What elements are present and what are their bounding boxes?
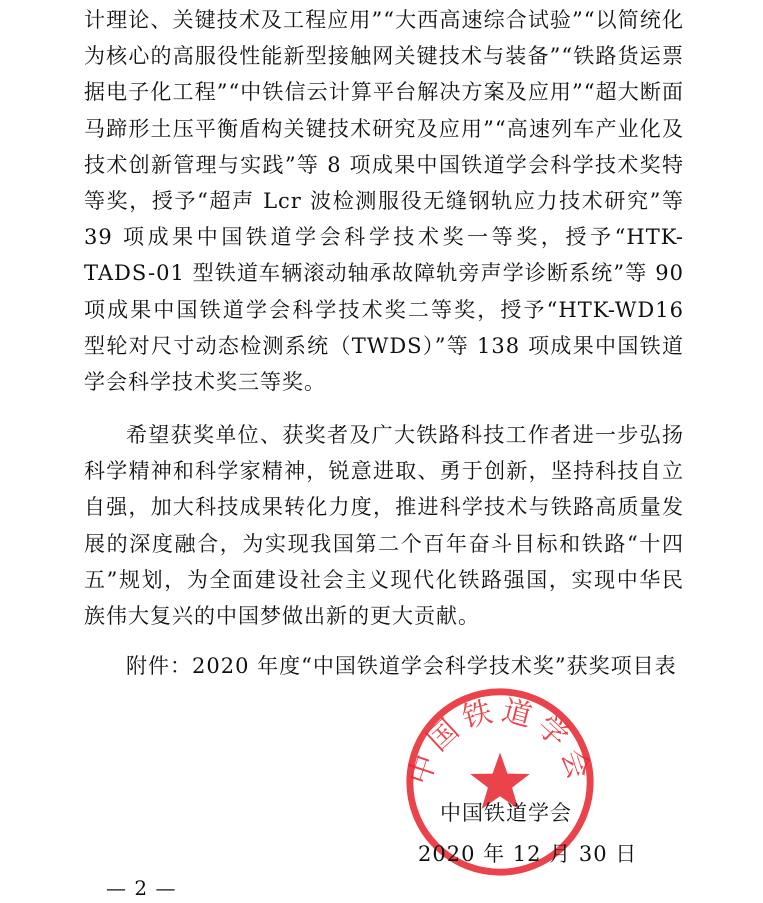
paragraph-closing: 希望获奖单位、获奖者及广大铁路科技工作者进一步弘扬科学精神和科学家精神，锐意进取、勇于创新，坚持科技自立自强，加大科技成果转化力度，推进科学技术与铁路高质量发展的深度融合，为实现我国第二个百年奋斗目标和铁路“十四五”规划，为全面建设社会主义现代化铁路强国，实现中华民族伟大复兴的中国梦做出新的更大贡献。 [84,423,684,629]
seal-text: 中国铁道学会 [402,693,598,789]
attachment-line: 附件：2020 年度“中国铁道学会科学技术奖”获奖项目表 [126,654,677,678]
page-number: — 2 — [106,876,177,900]
signature-date: 2020 年 12 月 30 日 [418,842,638,866]
signature-organization: 中国铁道学会 [440,801,572,825]
paragraph-award-list: 计理论、关键技术及工程应用”“大西高速综合试验”“以简统化为核心的高服役性能新型接触网关键技术与装备”“铁路货运票据电子化工程”“中铁信云计算平台解决方案及应用”“超大断面马蹄形土压平衡盾构关键技术研究及应用”“高速列车产业化及技术创新管理与实践”等 8 项成果中国铁道学会科学技术奖特等奖，授予“超声 Lcr 波检测服役无缝钢轨应力技术研究”等 39 项成果中国铁道学会科学技术奖一等奖，授予“HTK-TADS-01 型铁道车辆滚动轴承故障轨旁声学诊断系统”等 90 项成果中国铁道学会科学技术奖二等奖，授予“HTK-WD16 型轮对尺寸动态检测系统（TWDS）”等 138 项成果中国铁道学会科学技术奖三等奖。 [84,8,684,395]
